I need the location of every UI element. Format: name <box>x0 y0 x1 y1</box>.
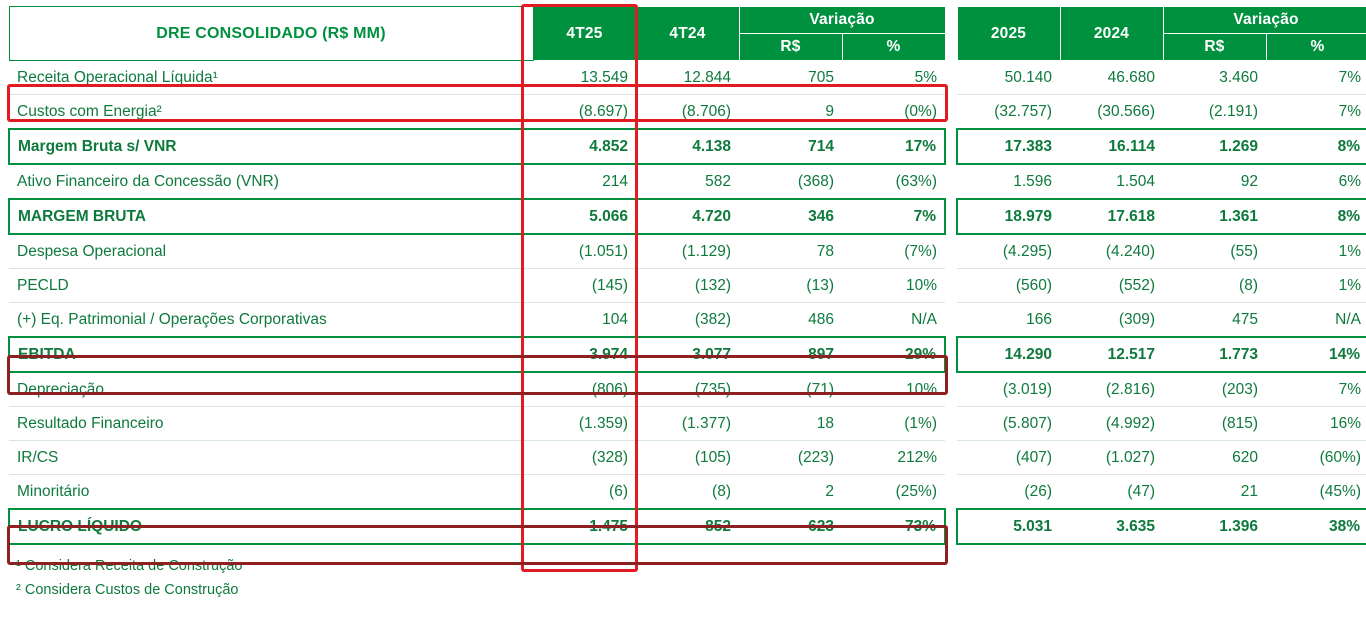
cell-q4_25: (6) <box>533 475 636 510</box>
cell-y2024: (4.992) <box>1060 407 1163 441</box>
cell-q4_25: (1.359) <box>533 407 636 441</box>
cell-var_y_rs: (203) <box>1163 372 1266 407</box>
table-row <box>9 61 1366 95</box>
header-group-variacao-quarter: Variação <box>739 7 945 34</box>
header-col-var-quarter-pct: % <box>842 34 945 61</box>
row-label: Ativo Financeiro da Concessão (VNR) <box>9 164 533 199</box>
cell-var_q_rs: (13) <box>739 269 842 303</box>
table-row <box>9 129 1366 164</box>
cell-var_y_rs: (8) <box>1163 269 1266 303</box>
cell-var_y_rs: 92 <box>1163 164 1266 199</box>
cell-q4_24: 3.077 <box>636 337 739 372</box>
cell-y2025: (26) <box>957 475 1060 510</box>
cell-var_y_pct: 6% <box>1266 164 1366 199</box>
cell-var_q_rs: 705 <box>739 61 842 95</box>
cell-y2024: (4.240) <box>1060 234 1163 269</box>
cell-y2025: (407) <box>957 441 1060 475</box>
cell-var_q_pct: (1%) <box>842 407 945 441</box>
cell-var_y_pct: 8% <box>1266 129 1366 164</box>
cell-var_y_pct: 7% <box>1266 61 1366 95</box>
row-gap <box>945 234 957 269</box>
table-row <box>9 164 1366 199</box>
table-row <box>9 303 1366 338</box>
cell-var_q_rs: 486 <box>739 303 842 338</box>
header-col-var-year-rs: R$ <box>1163 34 1266 61</box>
cell-q4_24: 852 <box>636 509 739 544</box>
cell-q4_25: 3.974 <box>533 337 636 372</box>
footnote-1: ¹ Considera Receita de Construção <box>16 558 243 574</box>
cell-var_y_rs: 1.396 <box>1163 509 1266 544</box>
row-gap <box>945 199 957 234</box>
footnotes <box>8 555 1358 602</box>
cell-y2024: (30.566) <box>1060 95 1163 130</box>
header-gap <box>945 7 957 61</box>
table-row <box>9 441 1366 475</box>
row-gap <box>945 509 957 544</box>
cell-q4_25: 13.549 <box>533 61 636 95</box>
header-label-cell: DRE CONSOLIDADO (R$ MM) <box>9 7 533 61</box>
cell-q4_25: (1.051) <box>533 234 636 269</box>
cell-y2025: 18.979 <box>957 199 1060 234</box>
cell-var_q_rs: (368) <box>739 164 842 199</box>
row-gap <box>945 407 957 441</box>
table-body <box>9 61 1366 545</box>
cell-var_y_pct: 38% <box>1266 509 1366 544</box>
cell-q4_24: 4.138 <box>636 129 739 164</box>
cell-y2025: 14.290 <box>957 337 1060 372</box>
cell-var_q_pct: 5% <box>842 61 945 95</box>
cell-q4_25: 5.066 <box>533 199 636 234</box>
header-col-var-quarter-rs: R$ <box>739 34 842 61</box>
cell-var_y_pct: 1% <box>1266 234 1366 269</box>
cell-var_y_rs: (815) <box>1163 407 1266 441</box>
cell-var_y_pct: 7% <box>1266 372 1366 407</box>
cell-var_y_rs: 475 <box>1163 303 1266 338</box>
table-header <box>9 7 1366 61</box>
row-gap <box>945 303 957 338</box>
cell-var_y_rs: 3.460 <box>1163 61 1266 95</box>
cell-var_y_pct: (60%) <box>1266 441 1366 475</box>
cell-var_y_pct: 8% <box>1266 199 1366 234</box>
row-label: (+) Eq. Patrimonial / Operações Corporativas <box>9 303 533 338</box>
table-row <box>9 269 1366 303</box>
row-label: Despesa Operacional <box>9 234 533 269</box>
cell-y2025: (5.807) <box>957 407 1060 441</box>
cell-var_y_pct: 7% <box>1266 95 1366 130</box>
cell-q4_24: (735) <box>636 372 739 407</box>
cell-var_y_pct: 16% <box>1266 407 1366 441</box>
footnote-2: ² Considera Custos de Construção <box>16 582 239 599</box>
cell-var_q_pct: 29% <box>842 337 945 372</box>
cell-var_q_rs: 714 <box>739 129 842 164</box>
cell-q4_24: 4.720 <box>636 199 739 234</box>
cell-y2024: (1.027) <box>1060 441 1163 475</box>
cell-y2024: (2.816) <box>1060 372 1163 407</box>
cell-var_y_pct: 14% <box>1266 337 1366 372</box>
cell-q4_24: (105) <box>636 441 739 475</box>
cell-var_q_pct: 7% <box>842 199 945 234</box>
cell-y2025: (32.757) <box>957 95 1060 130</box>
cell-q4_25: (8.697) <box>533 95 636 130</box>
cell-var_q_pct: (0%) <box>842 95 945 130</box>
row-label: Minoritário <box>9 475 533 510</box>
cell-var_y_rs: (55) <box>1163 234 1266 269</box>
cell-var_q_pct: (63%) <box>842 164 945 199</box>
cell-q4_24: (1.377) <box>636 407 739 441</box>
cell-y2024: 17.618 <box>1060 199 1163 234</box>
cell-y2025: (4.295) <box>957 234 1060 269</box>
cell-y2025: 17.383 <box>957 129 1060 164</box>
row-label: Depreciação <box>9 372 533 407</box>
cell-var_y_pct: (45%) <box>1266 475 1366 510</box>
row-gap <box>945 61 957 95</box>
header-group-variacao-year: Variação <box>1163 7 1366 34</box>
cell-q4_24: (132) <box>636 269 739 303</box>
cell-var_q_rs: 78 <box>739 234 842 269</box>
row-label: IR/CS <box>9 441 533 475</box>
cell-var_y_rs: 1.269 <box>1163 129 1266 164</box>
row-gap <box>945 269 957 303</box>
cell-var_y_pct: 1% <box>1266 269 1366 303</box>
cell-y2024: 16.114 <box>1060 129 1163 164</box>
row-label: Receita Operacional Líquida¹ <box>9 61 533 95</box>
cell-var_q_pct: 212% <box>842 441 945 475</box>
cell-q4_24: (382) <box>636 303 739 338</box>
table-row <box>9 337 1366 372</box>
cell-y2025: (3.019) <box>957 372 1060 407</box>
cell-var_q_rs: 623 <box>739 509 842 544</box>
cell-q4_24: 582 <box>636 164 739 199</box>
cell-q4_25: 214 <box>533 164 636 199</box>
cell-var_q_rs: 9 <box>739 95 842 130</box>
table-row <box>9 95 1366 130</box>
cell-y2025: 166 <box>957 303 1060 338</box>
table-row <box>9 407 1366 441</box>
header-col-4t24: 4T24 <box>636 7 739 61</box>
row-gap <box>945 372 957 407</box>
cell-y2024: 46.680 <box>1060 61 1163 95</box>
row-label: LUCRO LÍQUIDO <box>9 509 533 544</box>
cell-y2024: 1.504 <box>1060 164 1163 199</box>
cell-q4_25: (145) <box>533 269 636 303</box>
cell-var_q_rs: 346 <box>739 199 842 234</box>
cell-var_y_rs: 1.773 <box>1163 337 1266 372</box>
cell-q4_25: (328) <box>533 441 636 475</box>
cell-var_q_pct: 73% <box>842 509 945 544</box>
cell-y2025: 5.031 <box>957 509 1060 544</box>
row-label: Custos com Energia² <box>9 95 533 130</box>
cell-y2024: 12.517 <box>1060 337 1163 372</box>
table-row <box>9 372 1366 407</box>
header-col-2025: 2025 <box>957 7 1060 61</box>
cell-q4_24: (1.129) <box>636 234 739 269</box>
cell-var_q_pct: 10% <box>842 372 945 407</box>
cell-y2024: (552) <box>1060 269 1163 303</box>
cell-q4_24: (8.706) <box>636 95 739 130</box>
cell-var_y_rs: (2.191) <box>1163 95 1266 130</box>
cell-var_q_pct: N/A <box>842 303 945 338</box>
cell-var_q_rs: 897 <box>739 337 842 372</box>
cell-var_y_rs: 620 <box>1163 441 1266 475</box>
table-row <box>9 199 1366 234</box>
row-gap <box>945 337 957 372</box>
row-gap <box>945 164 957 199</box>
row-label: EBITDA <box>9 337 533 372</box>
cell-q4_25: 4.852 <box>533 129 636 164</box>
cell-y2024: 3.635 <box>1060 509 1163 544</box>
cell-var_q_pct: (7%) <box>842 234 945 269</box>
cell-var_q_pct: (25%) <box>842 475 945 510</box>
row-label: Resultado Financeiro <box>9 407 533 441</box>
cell-q4_25: 104 <box>533 303 636 338</box>
cell-var_y_pct: N/A <box>1266 303 1366 338</box>
cell-var_q_rs: (71) <box>739 372 842 407</box>
cell-var_q_rs: 18 <box>739 407 842 441</box>
cell-q4_24: (8) <box>636 475 739 510</box>
table-row <box>9 234 1366 269</box>
cell-q4_25: 1.475 <box>533 509 636 544</box>
row-label: Margem Bruta s/ VNR <box>9 129 533 164</box>
table-row <box>9 509 1366 544</box>
header-col-2024: 2024 <box>1060 7 1163 61</box>
cell-y2024: (309) <box>1060 303 1163 338</box>
row-gap <box>945 441 957 475</box>
table-row <box>9 475 1366 510</box>
cell-var_q_rs: 2 <box>739 475 842 510</box>
cell-q4_24: 12.844 <box>636 61 739 95</box>
cell-var_q_pct: 10% <box>842 269 945 303</box>
cell-var_q_rs: (223) <box>739 441 842 475</box>
header-col-4t25: 4T25 <box>533 7 636 61</box>
cell-var_y_rs: 1.361 <box>1163 199 1266 234</box>
cell-y2024: (47) <box>1060 475 1163 510</box>
cell-y2025: (560) <box>957 269 1060 303</box>
row-label: MARGEM BRUTA <box>9 199 533 234</box>
cell-q4_25: (806) <box>533 372 636 407</box>
row-gap <box>945 95 957 130</box>
row-gap <box>945 129 957 164</box>
cell-var_y_rs: 21 <box>1163 475 1266 510</box>
row-gap <box>945 475 957 510</box>
row-label: PECLD <box>9 269 533 303</box>
cell-y2025: 50.140 <box>957 61 1060 95</box>
cell-y2025: 1.596 <box>957 164 1060 199</box>
header-col-var-year-pct: % <box>1266 34 1366 61</box>
cell-var_q_pct: 17% <box>842 129 945 164</box>
dre-table <box>8 6 1366 545</box>
